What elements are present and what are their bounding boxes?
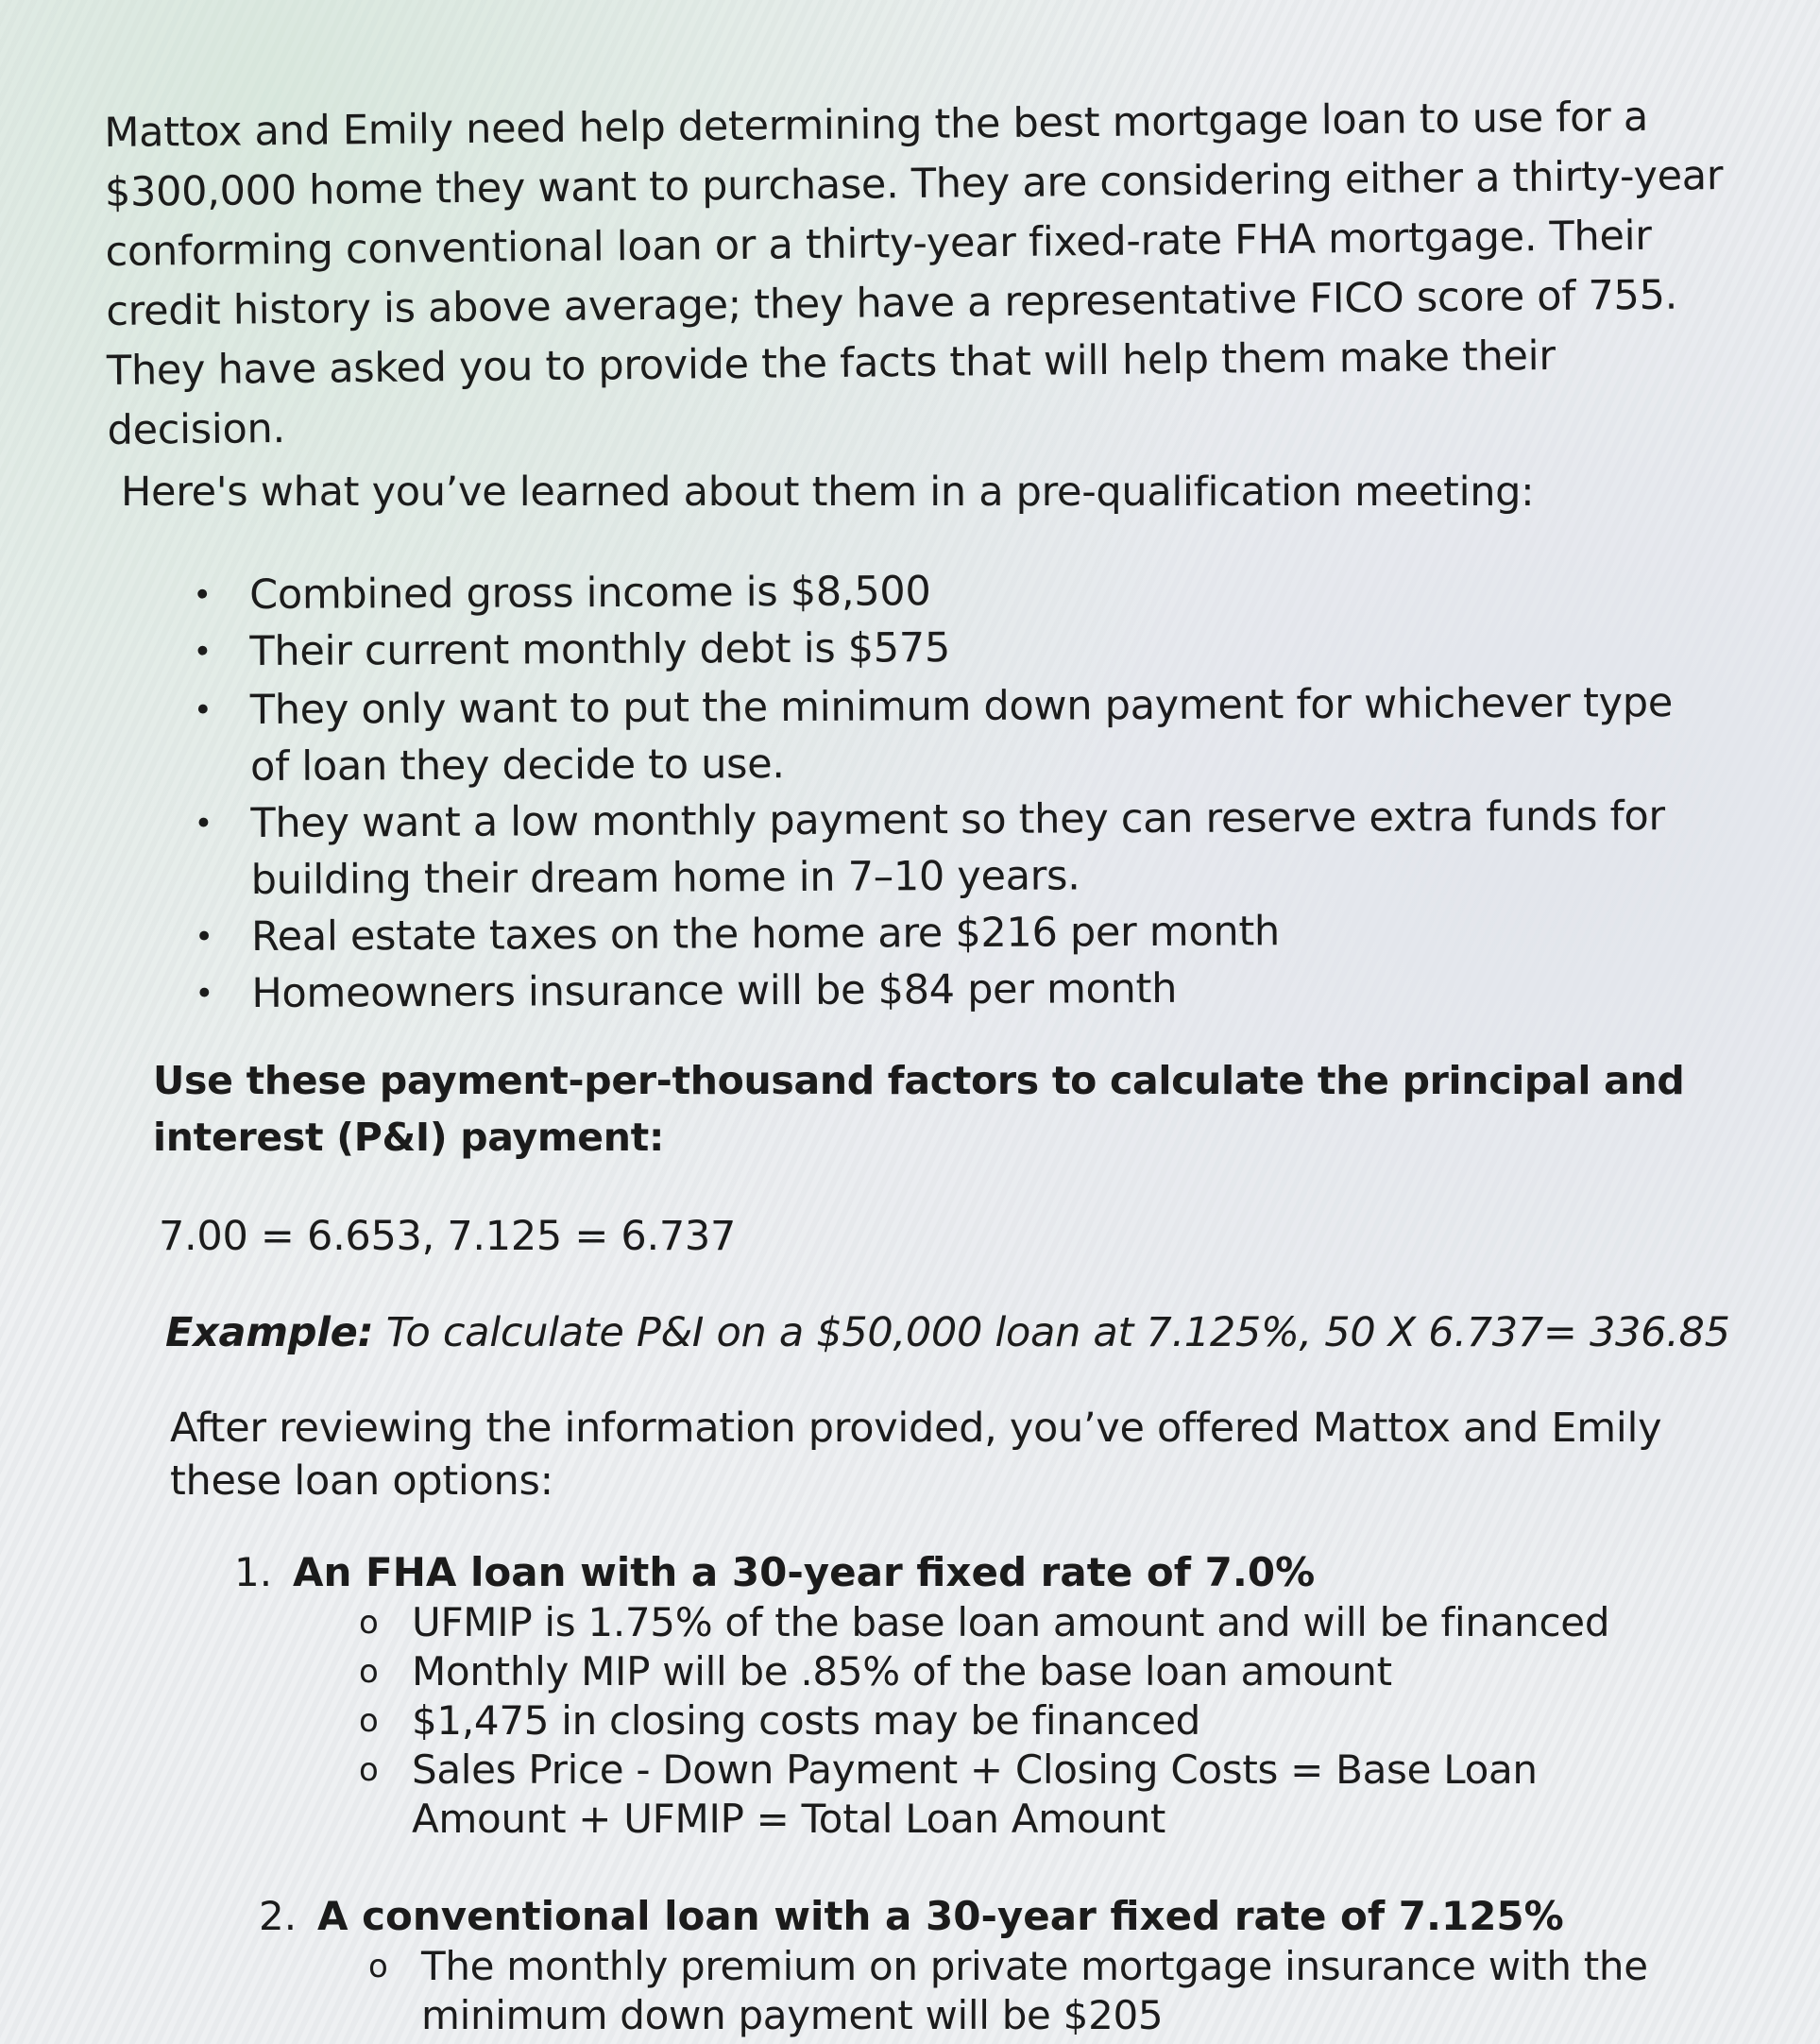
circle-bullet-icon: o [359, 1751, 379, 1789]
list-item: • They want a low monthly payment so they can reserve extra funds for building their dream home in 7–10 years. [194, 792, 1665, 904]
list-item: o Monthly MIP will be .85% of the base loan amount [359, 1648, 1392, 1695]
circle-bullet-icon: o [359, 1653, 379, 1691]
list-item: o UFMIP is 1.75% of the base loan amount and will be financed [359, 1599, 1610, 1645]
example-text: To calculate P&I on a $50,000 loan at 7.125%, 50 X 6.737= 336.85 [373, 1309, 1730, 1356]
factors-values: 7.00 = 6.653, 7.125 = 6.737 [159, 1213, 737, 1260]
bullet-icon: • [195, 975, 214, 1013]
bullet-icon: • [194, 805, 213, 843]
option-conventional-title [259, 1891, 1734, 1942]
prequalification-heading: Here's what you’ve learned about them in a pre-qualification meeting: [121, 468, 1535, 516]
list-item: • Homeowners insurance will be $84 per month [251, 958, 1687, 1022]
list-item: o Sales Price - Down Payment + Closing Costs = Base Loan Amount + UFMIP = Total Loan Amount [359, 1746, 1538, 1842]
circle-bullet-icon: o [359, 1702, 379, 1740]
list-item: • They only want to put the minimum down payment for whichever type of loan they decide to use. [193, 679, 1674, 791]
example-line [165, 1303, 1771, 1363]
loan-options-intro: After reviewing the information provided, you’ve offered Mattox and Emily these loan options: [170, 1405, 1662, 1505]
option-conventional-details [368, 1942, 1677, 2040]
bullet-icon: • [194, 918, 213, 957]
circle-bullet-icon: o [359, 1604, 379, 1642]
bullet-icon: • [193, 691, 213, 730]
list-item: o The monthly premium on private mortgage insurance with the minimum down payment will be $205 [368, 1943, 1648, 2038]
option-fha-details [359, 1598, 1640, 1844]
option-number: 1. [234, 1549, 273, 1595]
list-item: • Their current monthly debt is $575 [249, 616, 1685, 680]
option-number: 2. [259, 1893, 298, 1939]
option-fha-title [234, 1547, 1709, 1598]
list-item: o $1,475 in closing costs may be financed [359, 1697, 1200, 1744]
bullet-icon: • [193, 576, 213, 615]
bullet-icon: • [193, 633, 213, 672]
circle-bullet-icon: o [368, 1948, 388, 1985]
list-item: • Real estate taxes on the home are $216 per month [251, 901, 1687, 965]
option-title: A conventional loan with a 30-year fixed rate of 7.125% [317, 1893, 1564, 1939]
list-item: • Combined gross income is $8,500 [249, 559, 1685, 623]
example-label: Example: [165, 1309, 374, 1356]
factors-heading: Use these payment-per-thousand factors to calculate the principal and interest (P&I) payment: [153, 1058, 1685, 1160]
facts-bullet-list [193, 559, 1688, 1022]
intro-paragraph: Mattox and Emily need help determining the best mortgage loan to use for a $300,000 home they want to purchase. They are considering either a thirty-year conforming conventional loan or a thirty-year fixed-rate FHA mortgage. Their credit history is above average; they have a representative FICO score of 755. They have asked you to provide the facts that will help them make their decision. [104, 93, 1724, 454]
option-title: An FHA loan with a 30-year fixed rate of 7.0% [293, 1549, 1316, 1595]
